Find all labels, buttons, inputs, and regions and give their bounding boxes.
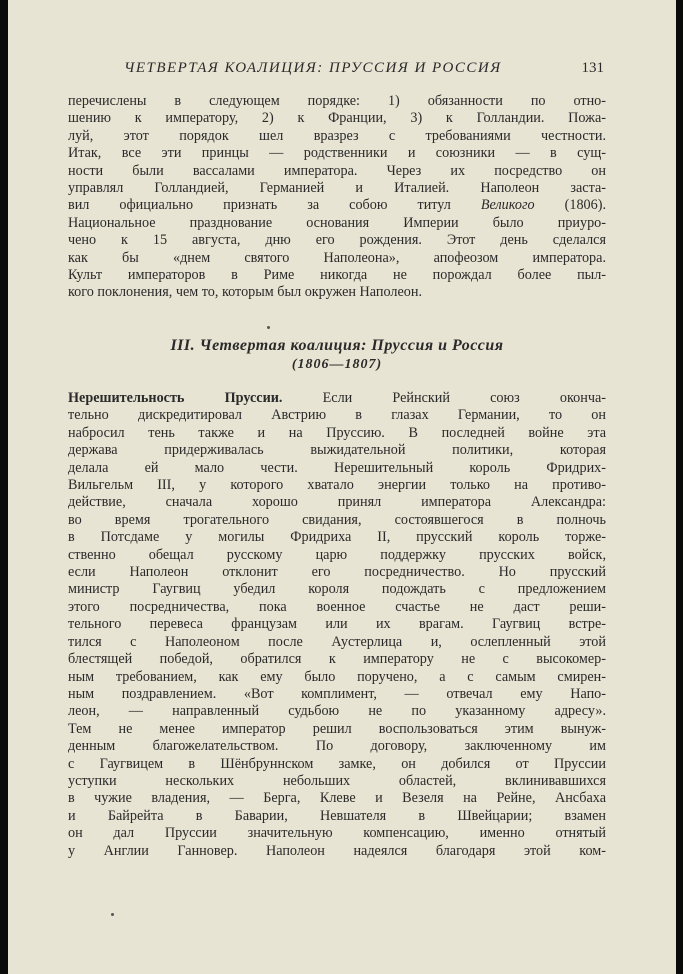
text-line: держава придерживалась выжидательной политики, которая: [68, 442, 606, 459]
text-line: денным благожелательством. По договору, заключенному им: [68, 738, 606, 755]
text-line: кого поклонения, чем то, которым был окружен Наполеон.: [68, 284, 423, 301]
text-line: тельно дискредитировал Австрию в глазах Германии, то он: [68, 407, 606, 424]
text-line: Нерешительность Пруссии. Если Рейнский союз оконча-: [68, 390, 606, 406]
print-speck: [267, 326, 270, 329]
book-page: [8, 0, 676, 974]
text-line: тился с Наполеоном после Аустерлица и, ослепленный этой: [68, 633, 606, 650]
text-line: у Англии Ганновер. Наполеон надеялся благодаря этой ком-: [68, 842, 606, 859]
text-line: уступки нескольких небольших областей, вклинивавшихся: [68, 772, 606, 789]
text-line: тельного перевеса французам или их врагам. Гаугвиц встре-: [68, 616, 606, 633]
text-line: шению к императору, 2) к Франции, 3) к Голландии. Пожа-: [68, 110, 606, 127]
section-dates: (1806—1807): [291, 357, 383, 372]
text-line: Тем не менее император решил воспользоваться этим вынуж-: [68, 720, 606, 737]
text-line: перечислены в следующем порядке: 1) обязанности по отно-: [68, 93, 606, 109]
text-line: делала ей мало чести. Нерешительный король Фридрих-: [68, 459, 606, 476]
text-line: министр Гаугвиц убедил короля подождать с предложением: [68, 581, 606, 598]
print-speck: [111, 913, 114, 916]
text-line: леон, — направленный судьбою не по указанному адресу».: [68, 703, 606, 720]
running-head: [74, 60, 604, 82]
text-line: и Байрейта в Баварии, Невшателя в Швейцарии; взамен: [68, 807, 606, 824]
text-line: управлял Голландией, Германией и Италией. Наполеон заста-: [68, 180, 606, 197]
text-line: Итак, все эти принцы — родственники и союзники — в сущ-: [68, 145, 606, 162]
text-line: с Гаугвицем в Шёнбруннском замке, он добился от Пруссии: [68, 755, 606, 772]
running-title: ЧЕТВЕРТАЯ КОАЛИЦИЯ: ПРУССИЯ И РОССИЯ: [124, 60, 502, 76]
text-line: этого посредничества, пока военное счастье не даст реши-: [68, 598, 606, 615]
section-title: III. Четвертая коалиция: Пруссия и Россия: [170, 337, 504, 354]
text-line: Национальное празднование основания Империи было приуро-: [68, 214, 606, 231]
run-in-heading: Нерешительность Пруссии.: [68, 390, 283, 406]
italic-title: Великого: [480, 197, 535, 214]
text-line: он дал Пруссии значительную компенсацию, именно отнятый: [68, 825, 606, 842]
text-line: чено к 15 августа, дню его рождения. Этот день сделался: [68, 232, 606, 249]
text-line: набросил тень также и на Пруссию. В последней войне эта: [68, 424, 606, 441]
text-line: ным поздравлением. «Вот комплимент, — отвечал ему Напо-: [68, 685, 606, 702]
text-line: ности были вассалами императора. Через их посредство он: [68, 162, 606, 179]
section-heading: [68, 336, 606, 374]
paragraph-prussia-indecision: [68, 390, 606, 860]
text-line: во время трогательного свидания, состоявшегося в полночь: [68, 511, 606, 528]
text-line: в чужие владения, — Берга, Клеве и Везеля на Рейне, Ансбаха: [68, 790, 606, 807]
text-line: действие, сначала хорошо принял императора Александра:: [68, 494, 606, 511]
text-line: в Потсдаме у могилы Фридриха II, прусский король торже-: [68, 529, 606, 546]
text-line: если Наполеон отклонит его посредничество. Но прусский: [68, 564, 606, 581]
text-line: Культ императоров в Риме никогда не порождал более пыл-: [68, 267, 606, 284]
text-line: ным требованием, как ему было поручено, а с самым смирен-: [68, 668, 606, 685]
text-line: блестящей победой, обратился к императору не с высокомер-: [68, 651, 606, 668]
page-number: 131: [581, 60, 604, 76]
text-line: как бы «днем святого Наполеона», апофеозом императора.: [68, 249, 606, 266]
paragraph-napoleon-empire: [68, 93, 606, 302]
text-line: луй, этот порядок шел вразрез с требованиями честности.: [68, 127, 606, 144]
text-line: вил официально признать за собою титул Великого (1806).: [68, 197, 607, 214]
text-line: ственно обещал русскому царю поддержку прусских войск,: [68, 546, 606, 563]
text-line: Вильгельм III, у которого хватало энергии только на противо-: [68, 477, 606, 494]
